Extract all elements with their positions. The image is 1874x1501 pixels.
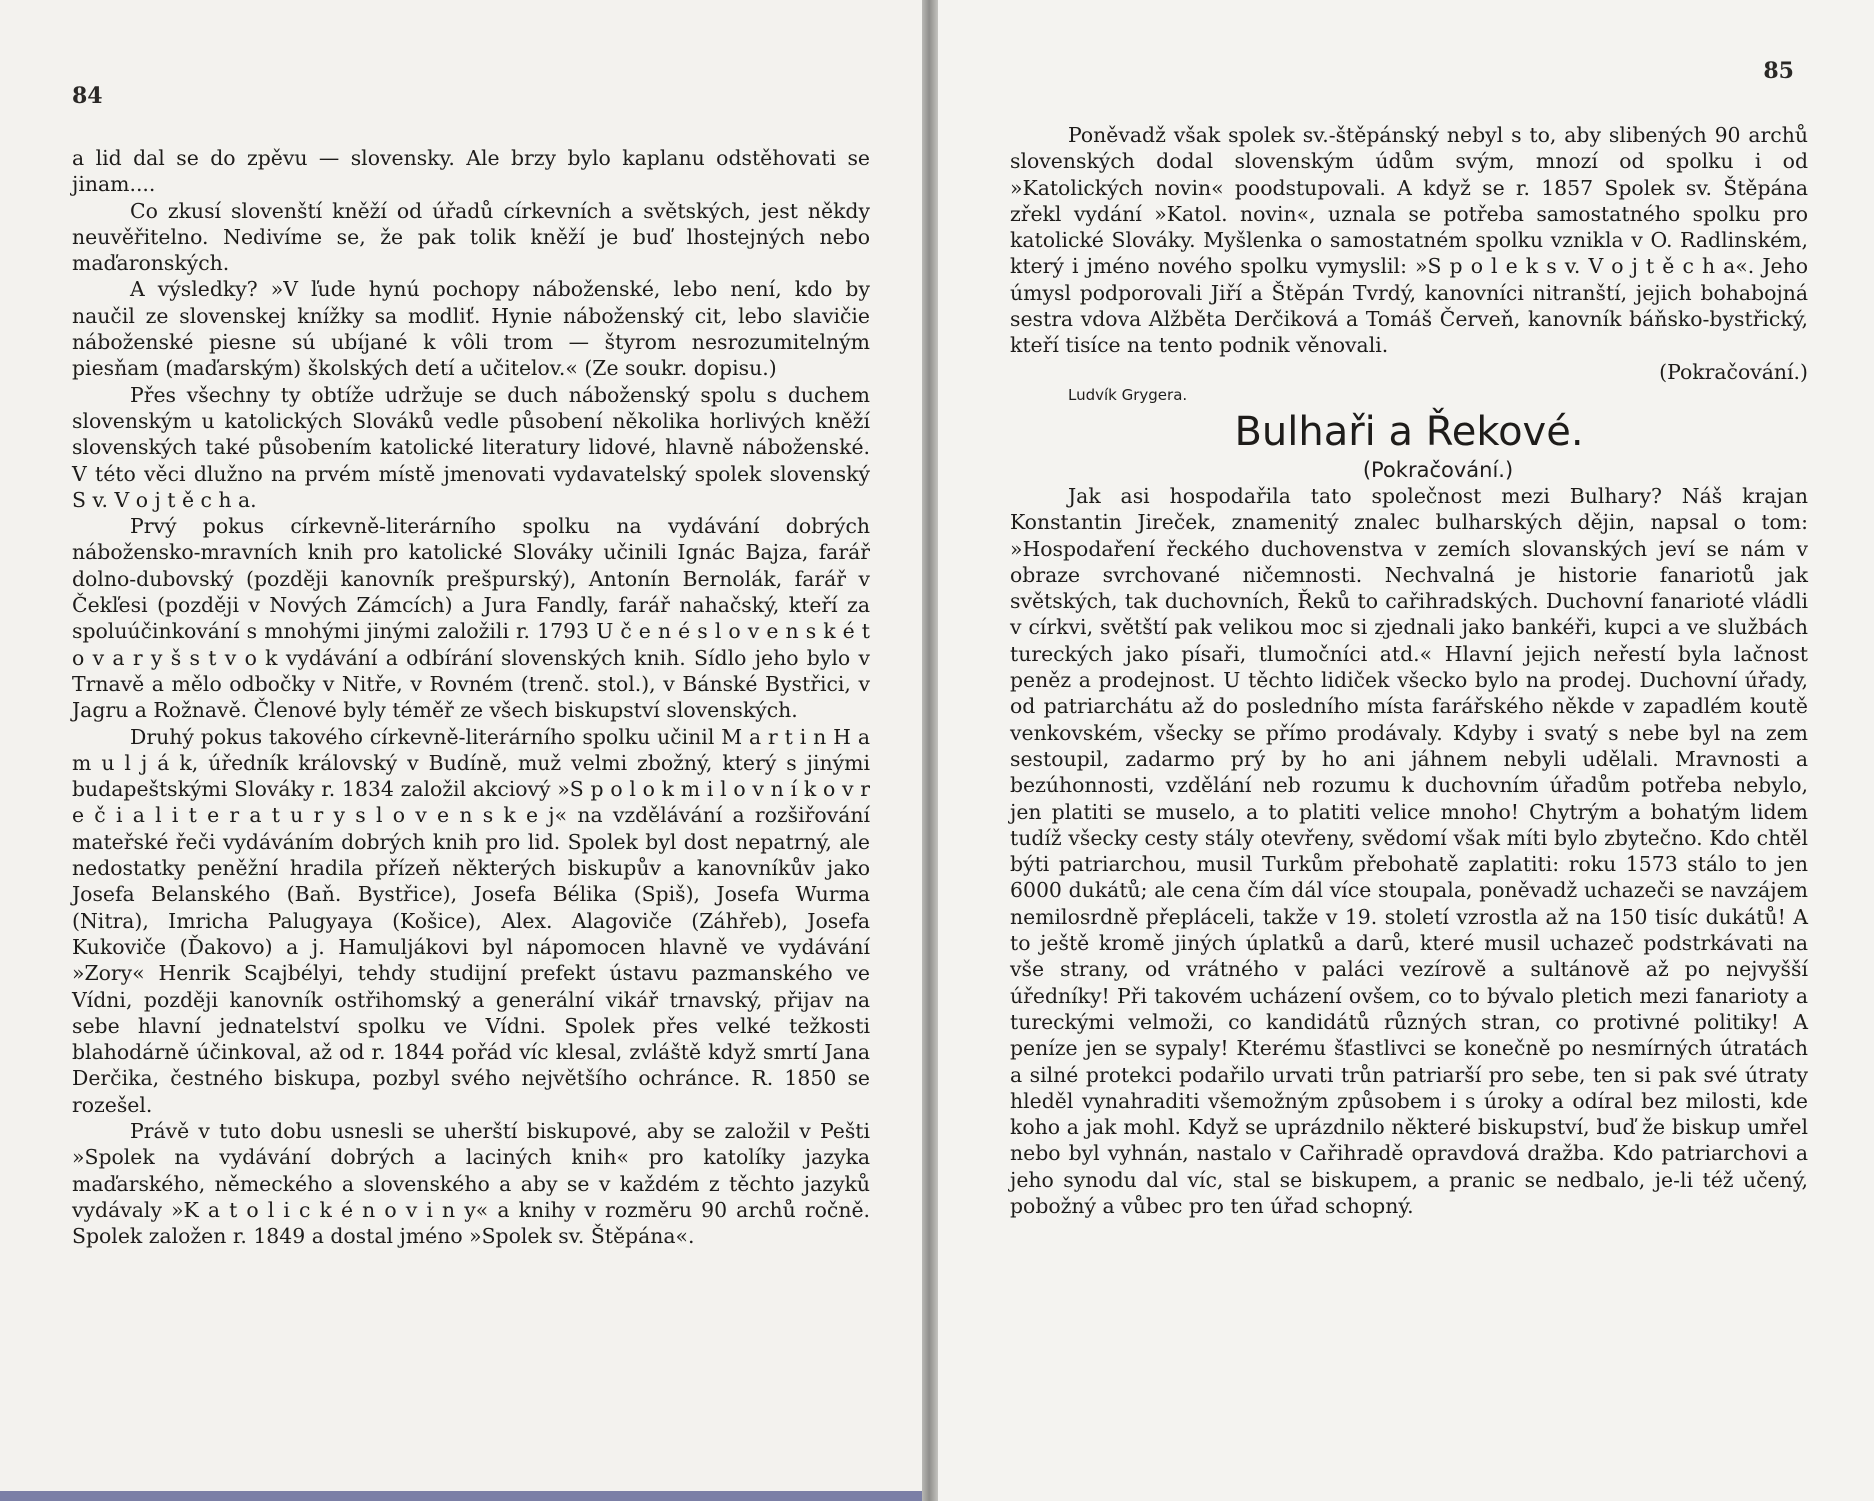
article-subtitle: (Pokračování.) [1362, 457, 1514, 482]
book-gutter [922, 0, 938, 1501]
paragraph: Právě v tuto dobu usnesli se uherští biskupové, aby se založil v Pešti »Spolek na vydávání dobrých a laciných knih« pro katolíky jazyka maďarského, německého a slovenského a aby se v každém z těchto jazyků vydávaly »K a t o l i c k é n o v i n y« a knihy v rozměru 90 archů ročně. Spolek založen r. 1849 a dostal jméno »Spolek sv. Štěpána«. [72, 1118, 870, 1249]
page-number-right: 85 [1763, 58, 1794, 84]
paragraph: A výsledky? »V ľude hynú pochopy náboženské, lebo není, kdo by naučil ze slovenskej knížky sa modliť. Hynie náboženský cit, lebo slavičie náboženské piesne sú ubíjané k vôli trom — štyrom nesrozumitelným piesňam (maďarským) školských detí a učitelov.« (Ze soukr. dopisu.) [72, 277, 870, 381]
continuation-paragraph [1010, 122, 1808, 385]
left-page [0, 0, 922, 1501]
continuation-mark: (Pokračování.) [1659, 359, 1808, 384]
right-page [938, 0, 1874, 1501]
paragraph: Přes všechny ty obtíže udržuje se duch náboženský spolu s duchem slovenským u katolických Slováků vedle působení několika horlivých kněží slovenských také působením katolické literatury lidové, hlavně náboženské. V této věci dlužno na prvém místě jmenovati vydavatelský spolek slovenský S v. V o j t ě c h a. [72, 382, 870, 512]
paragraph: Jak asi hospodařila tato společnost mezi Bulhary? Náš krajan Konstantin Jireček, znamenitý znalec bulharských dějin, napsal o tom: »Hospodaření řeckého duchovenstva v zemích slovanských jeví se nám v obraze svrchované ničemnosti. Nechvalná je historie fanariotů jak světských, tak duchovních, Řeků to cařihradských. Duchovní fanarioté vládli v církvi, světští pak velikou moc si zjednali jako bankéři, kupci a ve službách tureckých jako písaři, tlumočníci atd.« Hlavní jejich neřestí byla lačnost peněz a prodejnost. U těchto lidiček všecko bylo na prodej. Duchovní úřady, od patriarchátu až do posledního místa farářského někde v zapadlém koutě venkovském, všecky se přímo prodávaly. Kdyby i svatý s nebe byl na zem sestoupil, zadarmo prý by ho ani jáhnem nebyli udělali. Mravnosti a bezúhonnosti, vzdělání neb rozumu k duchovním úřadům potřeba nebylo, jen platiti se muselo, a to platiti velice mnoho! Chytrým a bohatým lidem tudíž všecky cesty stály otevřeny, svědomí však míti bylo zbytečno. Kdo chtěl býti patriarchou, musil Turkům přebohatě zaplatiti: roku 1573 stálo to jen 6000 dukátů; ale cena čím dál více stoupala, poněvadž uchazeči se navzájem nemilosrdně přepláceli, takže v 19. století vzrostla až na 150 tisíc dukátů! A to ještě kromě jiných úplatků a darů, které musil uchazeč podstrkávati na vše strany, od vrátného v paláci vezírově a sultánově až po nejvyšší úředníky! Při takovém ucházení ovšem, co to bývalo pletich mezi fanarioty a tureckými velmoži, co kandidátů různých stran, co protivné politiky! A peníze jen se sypaly! Kterému šťastlivci se konečně po nesmírných útratách a silné protekci podařilo urvati trůn patriarší pro sebe, ten si pak své útraty hleděl vynahraditi všemožným způsobem i s úroky a odíral bez milosti, kde koho a jak mohl. Když se uprázdnilo některé biskupství, buď že biskup umřel nebo byl vyhnán, nastalo v Cařihradě opravdová dražba. Kdo patriarchovi a jeho synodu dal víc, stal se biskupem, a pranic se nedbalo, je-li též učený, pobožný a vůbec pro ten úřad schopný. [1010, 483, 1808, 1218]
paragraph: Co zkusí slovenští kněží od úřadů církevních a světských, jest někdy neuvěřitelno. Nedivíme se, že pak tolik kněží je buď lhostejných nebo maďaronských. [72, 198, 870, 276]
continuation-text: Poněvadž však spolek sv.-štěpánský nebyl s to, aby slibených 90 archů slovenských dodal slovenským údům svým, mnozí od spolku i od »Katolických novin« poodstupovali. A když se r. 1857 Spolek sv. Štěpána zřekl vydání »Katol. novin«, uznala se potřeba samostatného spolku pro katolické Slováky. Myšlenka o samostatném spolku vznikla v O. Radlinském, který i jméno nového spolku vymyslil: »S p o l e k s v. V o j t ě c h a«. Jeho úmysl podporovali Jiří a Štěpán Tvrdý, kanovníci nitranští, jejich bohabojná sestra vdova Alžběta Derčiková a Tomáš Červeň, kanovník báňsko-bystřický, kteří tisíce na tento podnik věnovali. [1010, 123, 1808, 358]
paragraph: a lid dal se do zpěvu — slovensky. Ale brzy bylo kaplanu odstěhovati se jinam.... [72, 146, 870, 197]
left-text-column [72, 145, 870, 1249]
paragraph: Druhý pokus takového církevně-literárního spolku učinil M a r t i n H a m u l j á k, úředník královský v Budíně, muž velmi zbožný, který s jinými budapeštskými Slováky r. 1834 založil akciový »S p o l o k m i l o v n í k o v r e č i a l i t e r a t u r y s l o v e n s k e j« na vzdělávání a rozšiřování mateřské řeči vydáváním dobrých knih pro lid. Spolek byl dost nepatrný, ale nedostatky peněžní hradila přízeň některých biskupův a kanovníkův jako Josefa Belanského (Baň. Bystřice), Josefa Bélika (Spiš), Josefa Wurma (Nitra), Imricha Palugyaya (Košice), Alex. Alagoviče (Záhřeb), Josefa Kukoviče (Ďakovo) a j. Hamuljákovi byl nápomocen hlavně ve vydávání »Zory« Henrik Scajbélyi, tehdy studijní prefekt ústavu pazmanského ve Vídni, později kanovník ostřihomský a generální vikář trnavský, přijav na sebe hlavní jednatelství spolku ve Vídni. Spolek přes velké težkosti blahodárně účinkoval, až od r. 1844 pořád víc klesal, zvláště když smrtí Jana Derčika, čestného biskupa, pozbyl svého největšího ochránce. R. 1850 se rozešel. [72, 724, 870, 1117]
paragraph: Prvý pokus církevně-literárního spolku na vydávání dobrých nábožensko-mravních knih pro katolické Slováky učinili Ignác Bajza, farář dolno-dubovský (později kanovník prešpurský), Antonín Bernolák, farář v Čekľesi (později v Nových Zámcích) a Jura Fandly, farář nahačský, kteří za spoluúčinkování s mnohými jinými založili r. 1793 U č e n é s l o v e n s k é t o v a r y š s t v o k vydávání a odbírání slovenských knih. Sídlo jeho bylo v Trnavě a mělo odbočky v Nitře, v Rovném (trenč. stol.), v Bánské Bystřici, v Jagru a Rožnavě. Členové byly téměř ze všech biskupství slovenských. [72, 514, 870, 723]
page-number-left: 84 [72, 83, 103, 109]
article-title: Bulhaři a Řekové. [1234, 408, 1584, 455]
article-author: Ludvík Grygera. [1068, 385, 1188, 404]
right-text-column [1010, 122, 1808, 1219]
page-edge [0, 1491, 922, 1501]
